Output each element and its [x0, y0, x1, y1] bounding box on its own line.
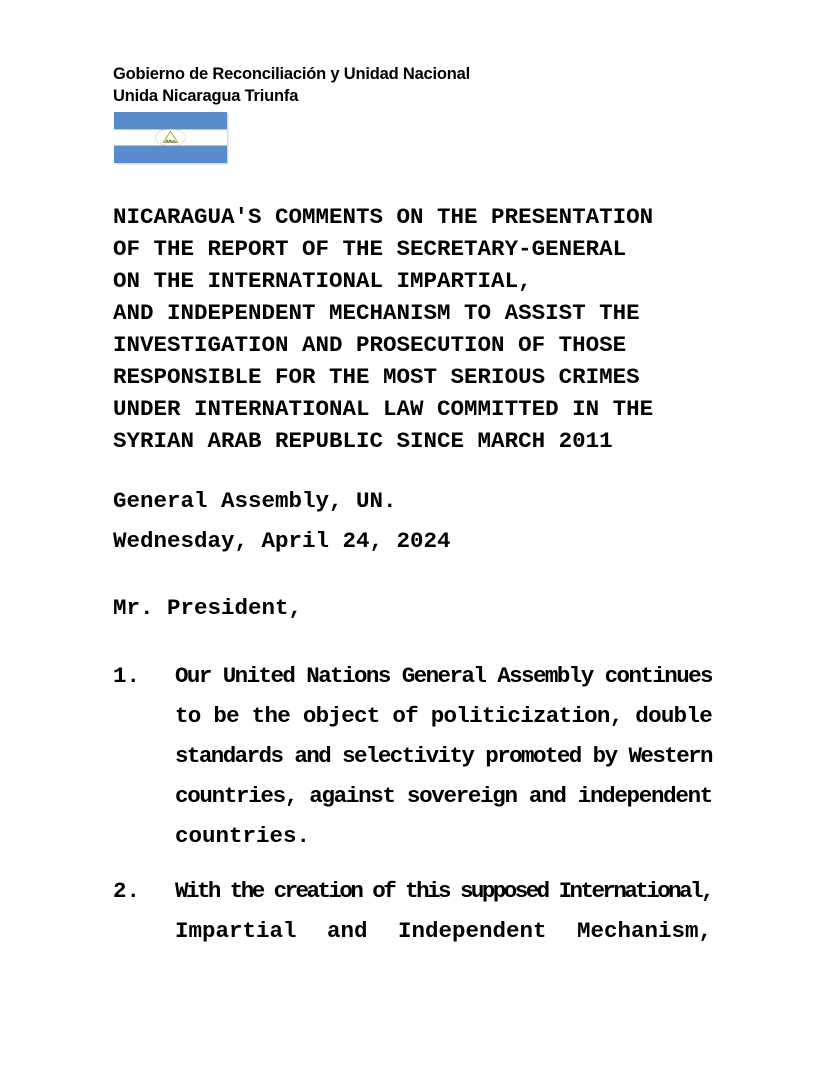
paragraph-2	[113, 871, 712, 951]
session-and-date	[113, 481, 451, 561]
paragraph-lines	[175, 871, 712, 951]
document-line: NICARAGUA'S COMMENTS ON THE PRESENTATION	[113, 204, 654, 230]
document-line: to be the object of politicization, double	[175, 703, 712, 729]
document-line: Wednesday, April 24, 2024	[113, 528, 451, 554]
document-title	[113, 201, 653, 457]
letterhead-line1: Gobierno de Reconciliación y Unidad Nacional	[113, 65, 471, 83]
salutation: Mr. President,	[113, 595, 303, 621]
document-line: countries.	[175, 823, 311, 849]
letterhead-line2: Unida Nicaragua Triunfa	[113, 86, 299, 105]
paragraph-lines	[175, 656, 712, 856]
document-line: General Assembly, UN.	[113, 488, 397, 514]
document-line: UNDER INTERNATIONAL LAW COMMITTED IN THE	[113, 396, 654, 422]
document-line: standards and selectivity promoted by Western	[175, 743, 712, 769]
paragraph-number: 2.	[113, 878, 141, 904]
document-line: SYRIAN ARAB REPUBLIC SINCE MARCH 2011	[113, 428, 613, 454]
document-line: INVESTIGATION AND PROSECUTION OF THOSE	[113, 332, 627, 358]
document-line: countries, against sovereign and independent	[175, 783, 712, 809]
paragraph-number: 1.	[113, 663, 141, 689]
document-line: AND INDEPENDENT MECHANISM TO ASSIST THE	[113, 300, 640, 326]
letterhead	[113, 64, 470, 107]
paragraph-1	[113, 656, 712, 856]
document-line: OF THE REPORT OF THE SECRETARY-GENERAL	[113, 236, 627, 262]
document-line: RESPONSIBLE FOR THE MOST SERIOUS CRIMES	[113, 364, 640, 390]
document-line: Impartial and Independent Mechanism,	[175, 918, 712, 944]
document-line: With the creation of this supposed International,	[175, 878, 712, 904]
document-line: ON THE INTERNATIONAL IMPARTIAL,	[113, 268, 532, 294]
nicaragua-flag-image	[114, 112, 227, 163]
document-line: Our United Nations General Assembly continues	[175, 663, 712, 689]
